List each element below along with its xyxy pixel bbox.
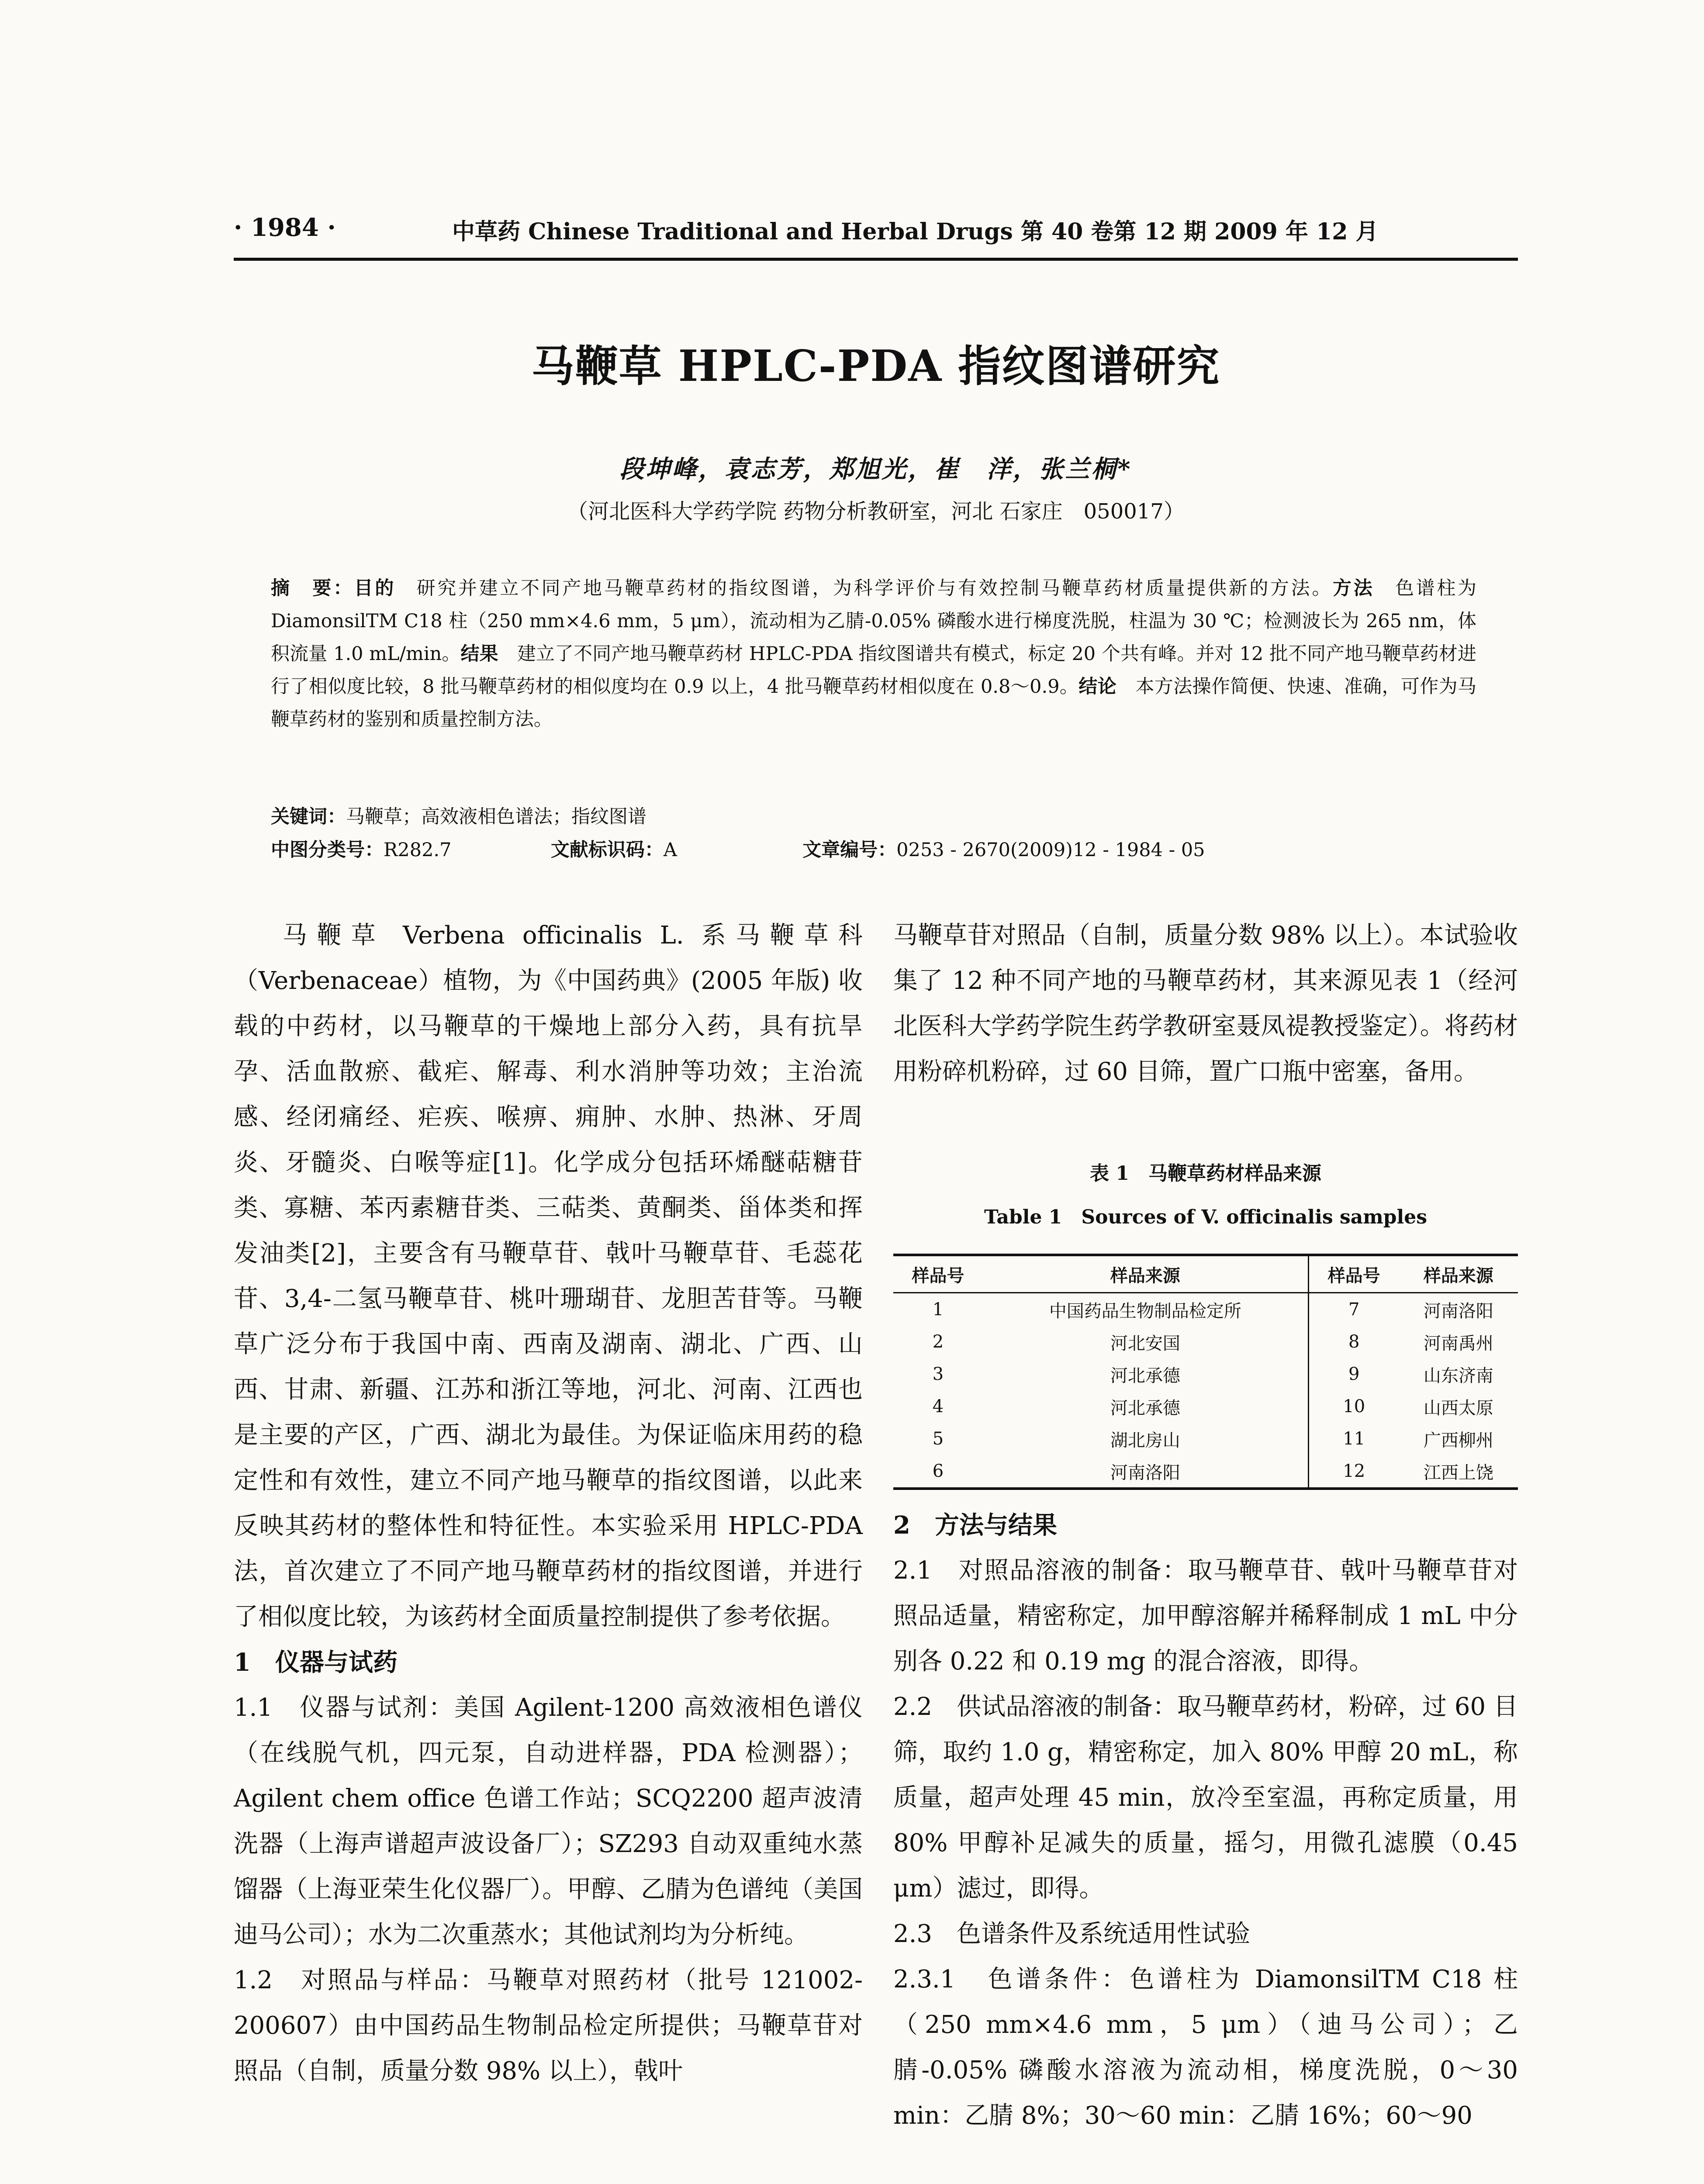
table-cell: 1 — [932, 1299, 944, 1320]
objective-text: 研究并建立不同产地马鞭草药材的指纹图谱，为科学评价与有效控制马鞭草药材质量提供新的方法。 — [416, 577, 1333, 599]
keywords-text: 马鞭草；高效液相色谱法；指纹图谱 — [346, 806, 646, 828]
clc-label: 中图分类号： — [271, 839, 384, 861]
objective-label: 目的 — [354, 577, 396, 599]
table-cell: 河北安国 — [983, 1326, 1308, 1358]
abstract — [271, 572, 1476, 736]
table-caption-cn: 表 1 马鞭草药材样品来源 — [1090, 1162, 1321, 1185]
table-cell: 山西太原 — [1423, 1398, 1493, 1418]
paragraph-2-3: 2.3 色谱条件及系统适用性试验 — [893, 1920, 1251, 1948]
table-cell: 2 — [932, 1332, 944, 1352]
continued-paragraph: 马鞭草苷对照品（自制，质量分数 98% 以上）。本试验收集了 12 种不同产地的马鞭草药材，其来源见表 1（经河北医科大学药学院生药学教研室聂凤禔教授鉴定）。将药材用粉碎机粉碎，过 60 目筛，置广口瓶中密塞，备用。 — [893, 921, 1518, 1086]
table-caption-en: Table 1 Sources of V. officinalis samples — [984, 1206, 1427, 1228]
section-heading-2: 2 方法与结果 — [893, 1511, 1057, 1540]
keywords-label: 关键词： — [271, 806, 346, 828]
table-cell: 6 — [893, 1455, 983, 1489]
abstract-label: 摘 要： — [271, 577, 354, 599]
table-cell: 12 — [1308, 1455, 1399, 1489]
doc-code-label: 文献标识码： — [550, 839, 664, 861]
samples-table — [893, 1254, 1518, 1490]
paper-title: 马鞭草 HPLC-PDA 指纹图谱研究 — [531, 341, 1220, 391]
page-number: · 1984 · — [234, 213, 336, 242]
classification-line — [271, 835, 1205, 862]
table-row — [893, 1326, 1518, 1358]
right-column-bottom — [893, 1503, 1518, 2139]
left-column — [234, 913, 863, 2094]
running-header — [234, 204, 1518, 257]
conclusion-text: 本方法操作简便、快速、准确，可作为马鞭草药材的鉴别和质量控制方法。 — [271, 676, 1477, 730]
table-cell: 5 — [932, 1429, 944, 1449]
results-label: 结果 — [460, 643, 498, 665]
doc-code-value: A — [663, 839, 677, 861]
article-no-label: 文章编号： — [802, 839, 897, 861]
author-list: 段坤峰，袁志芳，郑旭光，崔 洋，张兰桐* — [619, 455, 1132, 484]
table-cell: 江西上饶 — [1399, 1455, 1518, 1489]
table-cell: 中国药品生物制品检定所 — [983, 1293, 1308, 1326]
table-cell: 8 — [1348, 1332, 1360, 1352]
table-cell: 9 — [1348, 1364, 1360, 1384]
table-header: 样品号 — [893, 1255, 983, 1293]
table-cell: 湖北房山 — [983, 1423, 1308, 1455]
table-cell: 11 — [1343, 1429, 1365, 1449]
table-cell: 河北承德 — [983, 1390, 1308, 1423]
table-cell: 4 — [932, 1396, 944, 1417]
table-cell: 河南禹州 — [1423, 1333, 1493, 1354]
right-column-top — [893, 913, 1518, 1095]
table-cell: 7 — [1348, 1299, 1360, 1320]
table-row — [893, 1455, 1518, 1489]
intro-paragraph: 马鞭草 Verbena officinalis L. 系马鞭草科（Verbenaceae）植物，为《中国药典》(2005 年版) 收载的中药材，以马鞭草的干燥地上部分入药，具有抗旱孕、活血散瘀、截疟、解毒、利水消肿等功效；主治流感、经闭痛经、疟疾、喉痹、痈肿、水肿、热淋、牙周炎、牙髓炎、白喉等症[1]。化学成分包括环烯醚萜糖苷类、寡糖、苯丙素糖苷类、三萜类、黄酮类、甾体类和挥发油类[2]，主要含有马鞭草苷、戟叶马鞭草苷、毛蕊花苷、3,4-二氢马鞭草苷、桃叶珊瑚苷、龙胆苦苷等。马鞭草广泛分布于我国中南、西南及湖南、湖北、广西、山西、甘肃、新疆、江苏和浙江等地，河北、河南、江西也是主要的产区，广西、湖北为最佳。为保证临床用药的稳定性和有效性，建立不同产地马鞭草的指纹图谱，以此来反映其药材的整体性和特征性。本实验采用 HPLC-PDA 法，首次建立了不同产地马鞭草药材的指纹图谱，并进行了相似度比较，为该药材全面质量控制提供了参考依据。 — [234, 921, 863, 1631]
section-heading-1: 1 仪器与试药 — [234, 1648, 397, 1677]
affiliation: （河北医科大学药学院 药物分析教研室，河北 石家庄 050017） — [567, 499, 1185, 524]
table-row — [893, 1358, 1518, 1390]
journal-line: 中草药 Chinese Traditional and Herbal Drugs 第 40 卷第 12 期 2009 年 12 月 — [452, 218, 1379, 245]
table-cell: 广西柳州 — [1423, 1430, 1493, 1451]
header-rule — [234, 258, 1518, 261]
paragraph-1-1: 1.1 仪器与试剂：美国 Agilent-1200 高效液相色谱仪（在线脱气机，四元泵，自动进样器，PDA 检测器）；Agilent chem office 色谱工作站；SCQ2200 超声波清洗器（上海声谱超声波设备厂）；SZ293 自动双重纯水蒸馏器（上海亚荣生化仪器厂）。甲醇、乙腈为色谱纯（美国迪马公司）；水为二次重蒸水；其他试剂均为分析纯。 — [234, 1693, 863, 1949]
paragraph-2-3-1: 2.3.1 色谱条件：色谱柱为 DiamonsilTM C18 柱（250 mm×4.6 mm，5 μm）（迪马公司）；乙腈-0.05% 磷酸水溶液为流动相，梯度洗脱，0～30 min：乙腈 8%；30～60 min：乙腈 16%；60～90 — [893, 1965, 1518, 2130]
table-header: 样品来源 — [983, 1255, 1308, 1293]
article-no-value: 0253 - 2670(2009)12 - 1984 - 05 — [896, 839, 1205, 861]
table-header: 样品号 — [1308, 1255, 1399, 1293]
table-header: 样品来源 — [1399, 1255, 1518, 1293]
table-cell: 河北承德 — [983, 1358, 1308, 1390]
paragraph-2-2: 2.2 供试品溶液的制备：取马鞭草药材，粉碎，过 60 目筛，取约 1.0 g，精密称定，加入 80% 甲醇 20 mL，称质量，超声处理 45 min，放冷至室温，再称定质量，用 80% 甲醇补足减失的质量，摇匀，用微孔滤膜（0.45 μm）滤过，即得。 — [893, 1693, 1518, 1903]
paragraph-2-1: 2.1 对照品溶液的制备：取马鞭草苷、戟叶马鞭草苷对照品适量，精密称定，加甲醇溶解并稀释制成 1 mL 中分别各 0.22 和 0.19 mg 的混合溶液，即得。 — [893, 1556, 1518, 1676]
keywords-line — [271, 802, 646, 829]
table-cell: 3 — [932, 1364, 944, 1384]
conclusion-label: 结论 — [1078, 676, 1117, 698]
table-cell: 山东济南 — [1423, 1365, 1493, 1386]
results-text: 建立了不同产地马鞭草药材 HPLC-PDA 指纹图谱共有模式，标定 20 个共有峰。并对 12 批不同产地马鞭草药材进行了相似度比较，8 批马鞭草药材的相似度均在 0.9 以上，4 批马鞭草药材相似度在 0.8～0.9。 — [271, 643, 1476, 698]
table-cell: 河南洛阳 — [1423, 1301, 1493, 1321]
table-row — [893, 1423, 1518, 1455]
table-header-row — [893, 1255, 1518, 1293]
clc-value: R282.7 — [384, 839, 452, 861]
table-row — [893, 1390, 1518, 1423]
methods-label: 方法 — [1333, 577, 1375, 599]
methods-text: 色谱柱为 DiamonsilTM C18 柱（250 mm×4.6 mm，5 μm），流动相为乙腈-0.05% 磷酸水进行梯度洗脱，柱温为 30 ℃；检测波长为 265 nm，体积流量 1.0 mL/min。 — [271, 577, 1477, 665]
paragraph-1-2: 1.2 对照品与样品：马鞭草对照药材（批号 121002-200607）由中国药品生物制品检定所提供；马鞭草苷对照品（自制，质量分数 98% 以上），戟叶 — [234, 1966, 863, 2085]
table-row — [893, 1293, 1518, 1326]
table-cell: 河南洛阳 — [983, 1455, 1308, 1489]
table-cell: 10 — [1343, 1396, 1365, 1417]
